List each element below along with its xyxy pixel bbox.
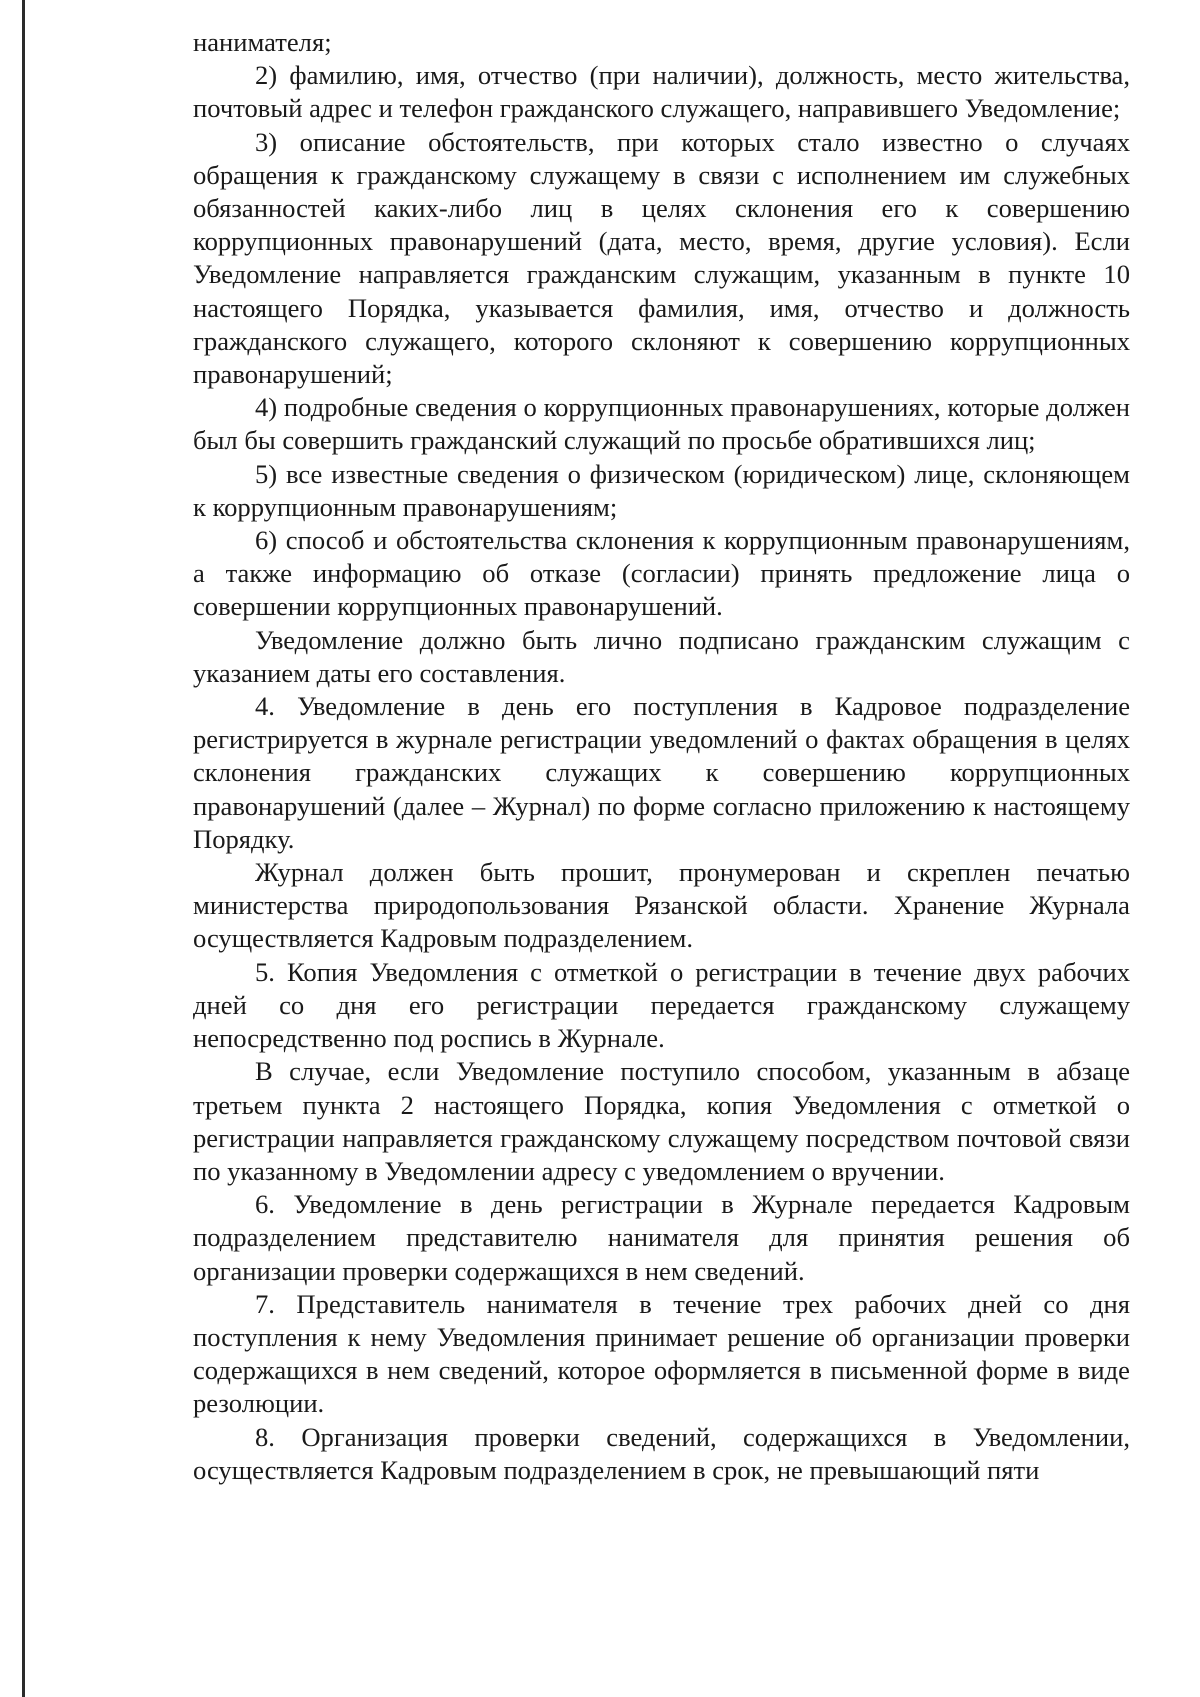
paragraph-clause-6: 6. Уведомление в день регистрации в Журнале передается Кадровым подразделением представителю нанимателя для принятия решения об организации проверки содержащихся в нем сведений. [193,1189,1130,1286]
paragraph-journal-note: Журнал должен быть прошит, пронумерован и скреплен печатью министерства природопользования Рязанской области. Хранение Журнала осуществляется Кадровым подразделением. [193,857,1130,954]
paragraph-item-6: 6) способ и обстоятельства склонения к коррупционным правонарушениям, а также информацию об отказе (согласии) принять предложение лица о совершении коррупционных правонарушений. [193,525,1130,622]
paragraph-continuation: нанимателя; [193,27,332,57]
paragraph-item-2: 2) фамилию, имя, отчество (при наличии), должность, место жительства, почтовый адрес и телефон гражданского служащего, направившего Уведомление; [193,60,1130,124]
document-page [193,26,1130,1487]
paragraph-mail-case: В случае, если Уведомление поступило способом, указанным в абзаце третьем пункта 2 настоящего Порядка, копия Уведомления с отметкой о регистрации направляется гражданскому служащему посредством почтовой связи по указанному в Уведомлении адресу с уведомлением о вручении. [193,1056,1130,1186]
paragraph-signature-note: Уведомление должно быть лично подписано гражданским служащим с указанием даты его составления. [193,624,1130,688]
paragraph-clause-5: 5. Копия Уведомления с отметкой о регистрации в течение двух рабочих дней со дня его регистрации передается гражданскому служащему непосредственно под роспись в Журнале. [193,956,1130,1054]
scan-edge-line [22,0,25,1697]
paragraph-item-4: 4) подробные сведения о коррупционных правонарушениях, которые должен был бы совершить гражданский служащий по просьбе обратившихся лиц; [193,392,1130,456]
paragraph-clause-8: 8. Организация проверки сведений, содержащихся в Уведомлении, осуществляется Кадровым подразделением в срок, не превышающий пяти [193,1421,1130,1485]
paragraph-clause-7: 7. Представитель нанимателя в течение трех рабочих дней со дня поступления к нему Уведомления принимает решение об организации проверки содержащихся в нем сведений, которое оформляется в письменной форме в виде резолюции. [193,1288,1130,1419]
paragraph-item-5: 5) все известные сведения о физическом (юридическом) лице, склоняющем к коррупционным правонарушениям; [193,458,1130,522]
paragraph-clause-4: 4. Уведомление в день его поступления в Кадровое подразделение регистрируется в журнале регистрации уведомлений о фактах обращения в целях склонения гражданских служащих к совершению коррупционных правонарушений (далее – Журнал) по форме согласно приложению к настоящему Порядку. [193,691,1130,854]
paragraph-item-3: 3) описание обстоятельств, при которых стало известно о случаях обращения к гражданскому служащему в связи с исполнением им служебных обязанностей каких-либо лиц в целях склонения его к совершению коррупционных правонарушений (дата, место, время, другие условия). Если Уведомление направляется гражданским служащим, указанным в пункте 10 настоящего Порядка, указывается фамилия, имя, отчество и должность гражданского служащего, которого склоняют к совершению коррупционных правонарушений; [193,126,1130,390]
